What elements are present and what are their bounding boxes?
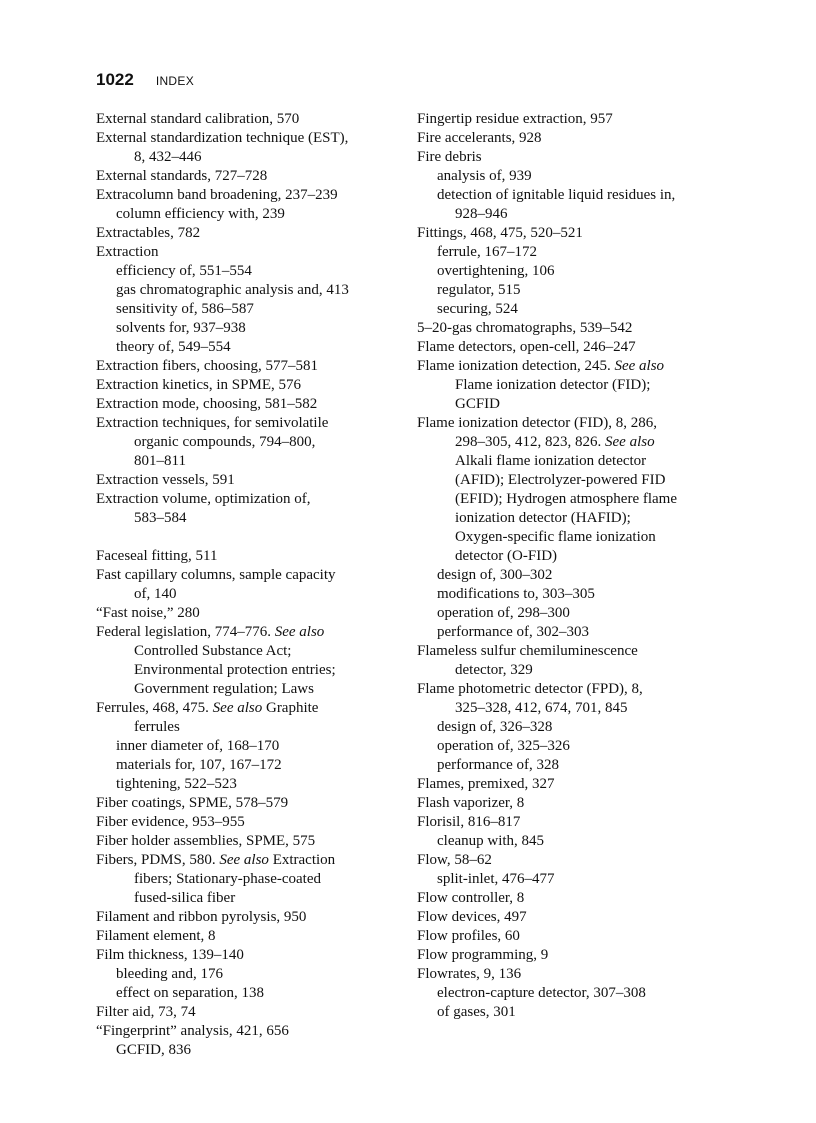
index-entry — [417, 775, 727, 794]
entry-text: Flame detectors, open-cell, 246–247 — [417, 339, 636, 355]
entry-text: regulator, 515 — [437, 282, 521, 298]
entry-line — [96, 1022, 402, 1041]
entry-line — [96, 908, 402, 927]
index-entry — [417, 927, 727, 946]
entry-text: Flash vaporizer, 8 — [417, 795, 525, 811]
entry-text: design of, 300–302 — [437, 567, 553, 583]
index-entry — [417, 965, 727, 984]
entry-text: Flameless sulfur chemiluminescence — [417, 643, 638, 659]
entry-line — [417, 490, 727, 509]
entry-line — [96, 642, 402, 661]
running-head: INDEX — [155, 74, 195, 88]
index-entry — [96, 1022, 402, 1041]
index-column-left — [96, 110, 402, 1060]
entry-line — [417, 680, 727, 699]
entry-text: Fibers, PDMS, 580. — [96, 852, 220, 868]
entry-text: of gases, 301 — [437, 1004, 516, 1020]
index-entry — [96, 167, 402, 186]
entry-text: Flowrates, 9, 136 — [417, 966, 522, 982]
index-entry — [417, 338, 727, 357]
entry-text: Alkali flame ionization detector — [455, 453, 647, 469]
entry-line — [417, 642, 727, 661]
entry-text: securing, 524 — [437, 301, 518, 317]
index-subentry — [96, 775, 402, 794]
entry-line — [417, 889, 727, 908]
index-entry — [417, 813, 727, 832]
entry-line — [96, 205, 402, 224]
entry-line — [96, 357, 402, 376]
entry-line — [96, 927, 402, 946]
entry-text: effect on separation, 138 — [116, 985, 265, 1001]
index-subentry — [96, 300, 402, 319]
entry-text: Flow, 58–62 — [417, 852, 492, 868]
entry-line — [417, 604, 727, 623]
entry-line — [96, 129, 402, 148]
index-subentry — [417, 984, 727, 1003]
index-entry — [417, 129, 727, 148]
entry-text: efficiency of, 551–554 — [116, 263, 252, 279]
entry-text: overtightening, 106 — [437, 263, 555, 279]
index-subentry — [96, 984, 402, 1003]
entry-line — [417, 832, 727, 851]
entry-text: column efficiency with, 239 — [116, 206, 285, 222]
entry-text: Extraction volume, optimization of, — [96, 491, 311, 507]
entry-line — [417, 148, 727, 167]
entry-text: External standards, 727–728 — [96, 168, 268, 184]
entry-text: performance of, 328 — [437, 757, 560, 773]
index-subentry — [417, 167, 727, 186]
index-entry — [417, 889, 727, 908]
index-subentry — [96, 1041, 402, 1060]
entry-text: Controlled Substance Act; — [134, 643, 292, 659]
entry-line — [96, 262, 402, 281]
entry-line — [417, 357, 727, 376]
entry-line — [417, 718, 727, 737]
index-subentry — [417, 585, 727, 604]
entry-text: operation of, 298–300 — [437, 605, 570, 621]
entry-line — [417, 566, 727, 585]
entry-text: Flow profiles, 60 — [417, 928, 520, 944]
index-subentry — [417, 718, 727, 737]
entry-line — [417, 338, 727, 357]
index-entry — [417, 908, 727, 927]
entry-text: gas chromatographic analysis and, 413 — [116, 282, 349, 298]
entry-line — [96, 775, 402, 794]
entry-line — [417, 737, 727, 756]
index-entry — [96, 699, 402, 737]
entry-text: electron-capture detector, 307–308 — [437, 985, 646, 1001]
entry-line — [96, 547, 402, 566]
entry-text: Extraction — [96, 244, 159, 260]
index-column-right — [417, 110, 727, 1022]
entry-line — [417, 661, 727, 680]
entry-line — [417, 794, 727, 813]
entry-text: solvents for, 937–938 — [116, 320, 246, 336]
index-entry — [417, 642, 727, 680]
entry-text: GCFID, 836 — [116, 1042, 192, 1058]
index-subentry — [417, 737, 727, 756]
entry-text: tightening, 522–523 — [116, 776, 237, 792]
entry-text: “Fingerprint” analysis, 421, 656 — [96, 1023, 289, 1039]
entry-text: 298–305, 412, 823, 826. — [455, 434, 605, 450]
entry-text: bleeding and, 176 — [116, 966, 224, 982]
index-entry — [417, 110, 727, 129]
entry-text: 325–328, 412, 674, 701, 845 — [455, 700, 628, 716]
index-subentry — [417, 262, 727, 281]
entry-line — [96, 167, 402, 186]
entry-text: 5–20-gas chromatographs, 539–542 — [417, 320, 633, 336]
entry-line — [96, 661, 402, 680]
entry-text: Government regulation; Laws — [134, 681, 314, 697]
entry-text: Ferrules, 468, 475. — [96, 700, 213, 716]
entry-text: Fire debris — [417, 149, 482, 165]
index-entry — [417, 148, 727, 167]
entry-line — [417, 927, 727, 946]
entry-line — [96, 756, 402, 775]
entry-text: Flame ionization detection, 245. — [417, 358, 615, 374]
section-gap — [96, 528, 402, 547]
entry-line — [417, 813, 727, 832]
entry-line — [96, 1041, 402, 1060]
entry-text: materials for, 107, 167–172 — [116, 757, 282, 773]
index-entry — [417, 414, 727, 566]
entry-line — [417, 224, 727, 243]
entry-text: 801–811 — [134, 453, 186, 469]
entry-line — [417, 205, 727, 224]
index-entry — [96, 566, 402, 604]
entry-text: Flow programming, 9 — [417, 947, 549, 963]
entry-text: inner diameter of, 168–170 — [116, 738, 280, 754]
entry-line — [417, 452, 727, 471]
entry-text: Fiber coatings, SPME, 578–579 — [96, 795, 289, 811]
index-entry — [96, 623, 402, 699]
index-subentry — [96, 262, 402, 281]
entry-text: performance of, 302–303 — [437, 624, 590, 640]
entry-line — [417, 908, 727, 927]
index-entry — [96, 832, 402, 851]
entry-text: Flame ionization detector (FID); — [455, 377, 651, 393]
entry-line — [417, 699, 727, 718]
entry-text: Fittings, 468, 475, 520–521 — [417, 225, 583, 241]
entry-line — [96, 395, 402, 414]
entry-line — [96, 110, 402, 129]
page-header — [96, 70, 194, 92]
index-subentry — [417, 756, 727, 775]
entry-text: design of, 326–328 — [437, 719, 553, 735]
entry-text: analysis of, 939 — [437, 168, 532, 184]
entry-line — [96, 680, 402, 699]
index-entry — [96, 224, 402, 243]
entry-text: Filter aid, 73, 74 — [96, 1004, 196, 1020]
entry-text: 8, 432–446 — [134, 149, 202, 165]
entry-text: operation of, 325–326 — [437, 738, 570, 754]
entry-line — [417, 433, 727, 452]
entry-text: Oxygen-specific flame ionization — [455, 529, 656, 545]
entry-text: detector (O-FID) — [455, 548, 558, 564]
entry-line — [96, 699, 402, 718]
entry-text: Fiber evidence, 953–955 — [96, 814, 245, 830]
entry-line — [417, 414, 727, 433]
entry-line — [417, 471, 727, 490]
see-also-text: See also — [219, 852, 269, 868]
entry-text: (EFID); Hydrogen atmosphere flame — [455, 491, 678, 507]
entry-text: fibers; Stationary-phase-coated — [134, 871, 322, 887]
index-subentry — [417, 604, 727, 623]
index-entry — [417, 319, 727, 338]
index-subentry — [417, 1003, 727, 1022]
index-entry — [96, 376, 402, 395]
index-entry — [96, 547, 402, 566]
entry-line — [96, 186, 402, 205]
entry-line — [96, 1003, 402, 1022]
entry-line — [96, 604, 402, 623]
index-subentry — [96, 281, 402, 300]
index-entry — [96, 908, 402, 927]
entry-line — [96, 376, 402, 395]
entry-text: Faceseal fitting, 511 — [96, 548, 218, 564]
entry-text: Extraction techniques, for semivolatile — [96, 415, 329, 431]
index-subentry — [96, 737, 402, 756]
entry-text: Flames, premixed, 327 — [417, 776, 555, 792]
entry-line — [417, 528, 727, 547]
index-entry — [96, 471, 402, 490]
index-entry — [96, 186, 402, 205]
entry-line — [417, 395, 727, 414]
index-entry — [96, 395, 402, 414]
entry-line — [417, 756, 727, 775]
entry-text: cleanup with, 845 — [437, 833, 545, 849]
entry-line — [96, 718, 402, 737]
index-subentry — [417, 832, 727, 851]
see-also-text: See also — [614, 358, 665, 374]
index-entry — [96, 813, 402, 832]
entry-line — [96, 585, 402, 604]
index-entry — [417, 224, 727, 243]
entry-text: Extracolumn band broadening, 237–239 — [96, 187, 338, 203]
index-subentry — [417, 300, 727, 319]
entry-line — [417, 243, 727, 262]
entry-line — [96, 452, 402, 471]
index-subentry — [96, 965, 402, 984]
entry-line — [96, 623, 402, 642]
entry-line — [417, 186, 727, 205]
entry-text: Filament element, 8 — [96, 928, 216, 944]
entry-line — [417, 129, 727, 148]
index-entry — [96, 414, 402, 471]
index-subentry — [417, 243, 727, 262]
index-subentry — [96, 205, 402, 224]
entry-text: “Fast noise,” 280 — [96, 605, 200, 621]
entry-text: Fast capillary columns, sample capacity — [96, 567, 336, 583]
see-also-text: See also — [212, 700, 263, 716]
entry-line — [96, 984, 402, 1003]
index-entry — [96, 490, 402, 528]
entry-line — [96, 566, 402, 585]
index-entry — [96, 927, 402, 946]
index-subentry — [417, 566, 727, 585]
entry-line — [96, 813, 402, 832]
entry-line — [96, 319, 402, 338]
index-entry — [96, 357, 402, 376]
entry-text: Film thickness, 139–140 — [96, 947, 244, 963]
entry-line — [96, 946, 402, 965]
entry-text: detection of ignitable liquid residues in, — [437, 187, 676, 203]
entry-line — [96, 509, 402, 528]
entry-text: 928–946 — [455, 206, 508, 222]
index-entry — [96, 243, 402, 262]
entry-line — [96, 224, 402, 243]
index-subentry — [96, 319, 402, 338]
entry-line — [417, 509, 727, 528]
entry-line — [96, 338, 402, 357]
index-subentry — [417, 186, 727, 224]
index-entry — [417, 680, 727, 718]
entry-line — [417, 1003, 727, 1022]
entry-line — [417, 585, 727, 604]
index-entry — [417, 794, 727, 813]
entry-line — [417, 300, 727, 319]
entry-text: Extraction vessels, 591 — [96, 472, 235, 488]
entry-line — [417, 262, 727, 281]
entry-line — [96, 433, 402, 452]
entry-text: External standardization technique (EST), — [96, 130, 349, 146]
entry-text: Fingertip residue extraction, 957 — [417, 111, 613, 127]
entry-line — [417, 851, 727, 870]
entry-line — [417, 623, 727, 642]
index-entry — [96, 794, 402, 813]
entry-line — [417, 281, 727, 300]
entry-line — [96, 870, 402, 889]
entry-line — [96, 414, 402, 433]
entry-line — [417, 946, 727, 965]
entry-line — [417, 984, 727, 1003]
see-also-text: See also — [605, 434, 655, 450]
entry-line — [96, 281, 402, 300]
entry-text: Florisil, 816–817 — [417, 814, 521, 830]
entry-line — [417, 167, 727, 186]
entry-line — [417, 110, 727, 129]
entry-line — [96, 965, 402, 984]
entry-line — [96, 794, 402, 813]
index-entry — [96, 851, 402, 908]
entry-text: Extraction fibers, choosing, 577–581 — [96, 358, 319, 374]
entry-text: (AFID); Electrolyzer-powered FID — [455, 472, 666, 488]
entry-line — [417, 319, 727, 338]
entry-text: detector, 329 — [455, 662, 533, 678]
entry-text: Extraction mode, choosing, 581–582 — [96, 396, 318, 412]
entry-text: Flame ionization detector (FID), 8, 286, — [417, 415, 657, 431]
see-also-target: Graphite — [262, 700, 319, 716]
entry-line — [417, 547, 727, 566]
entry-line — [96, 851, 402, 870]
entry-text: Environmental protection entries; — [134, 662, 336, 678]
index-entry — [417, 357, 727, 414]
entry-text: Flame photometric detector (FPD), 8, — [417, 681, 643, 697]
entry-text: Fire accelerants, 928 — [417, 130, 542, 146]
entry-text: GCFID — [455, 396, 501, 412]
entry-line — [96, 832, 402, 851]
entry-text: split-inlet, 476–477 — [437, 871, 555, 887]
entry-text: sensitivity of, 586–587 — [116, 301, 254, 317]
entry-text: ionization detector (HAFID); — [455, 510, 631, 526]
entry-text: of, 140 — [134, 586, 177, 602]
entry-line — [417, 775, 727, 794]
entry-text: Federal legislation, 774–776. — [96, 624, 275, 640]
entry-text: Flow devices, 497 — [417, 909, 527, 925]
entry-text: fused-silica fiber — [134, 890, 236, 906]
index-entry — [417, 946, 727, 965]
index-entry — [417, 851, 727, 870]
index-entry — [96, 1003, 402, 1022]
entry-text: Extraction kinetics, in SPME, 576 — [96, 377, 301, 393]
index-subentry — [96, 756, 402, 775]
index-subentry — [417, 281, 727, 300]
entry-text: ferrules — [134, 719, 180, 735]
entry-line — [96, 490, 402, 509]
see-also-target: Extraction — [268, 852, 336, 868]
entry-line — [96, 889, 402, 908]
entry-line — [417, 870, 727, 889]
page-number: 1022 — [96, 70, 134, 89]
index-entry — [96, 129, 402, 167]
see-also-text: See also — [274, 624, 325, 640]
entry-text: External standard calibration, 570 — [96, 111, 300, 127]
entry-text: organic compounds, 794–800, — [134, 434, 316, 450]
entry-text: ferrule, 167–172 — [437, 244, 537, 260]
entry-line — [96, 737, 402, 756]
index-entry — [96, 110, 402, 129]
entry-line — [417, 376, 727, 395]
index-entry — [96, 604, 402, 623]
entry-text: Filament and ribbon pyrolysis, 950 — [96, 909, 307, 925]
entry-text: Flow controller, 8 — [417, 890, 525, 906]
entry-text: modifications to, 303–305 — [437, 586, 595, 602]
entry-text: Fiber holder assemblies, SPME, 575 — [96, 833, 316, 849]
index-subentry — [417, 623, 727, 642]
entry-line — [96, 243, 402, 262]
index-subentry — [96, 338, 402, 357]
entry-text: Extractables, 782 — [96, 225, 201, 241]
index-entry — [96, 946, 402, 965]
index-subentry — [417, 870, 727, 889]
entry-text: theory of, 549–554 — [116, 339, 231, 355]
entry-text: 583–584 — [134, 510, 187, 526]
entry-line — [96, 148, 402, 167]
entry-line — [96, 471, 402, 490]
entry-line — [417, 965, 727, 984]
entry-line — [96, 300, 402, 319]
